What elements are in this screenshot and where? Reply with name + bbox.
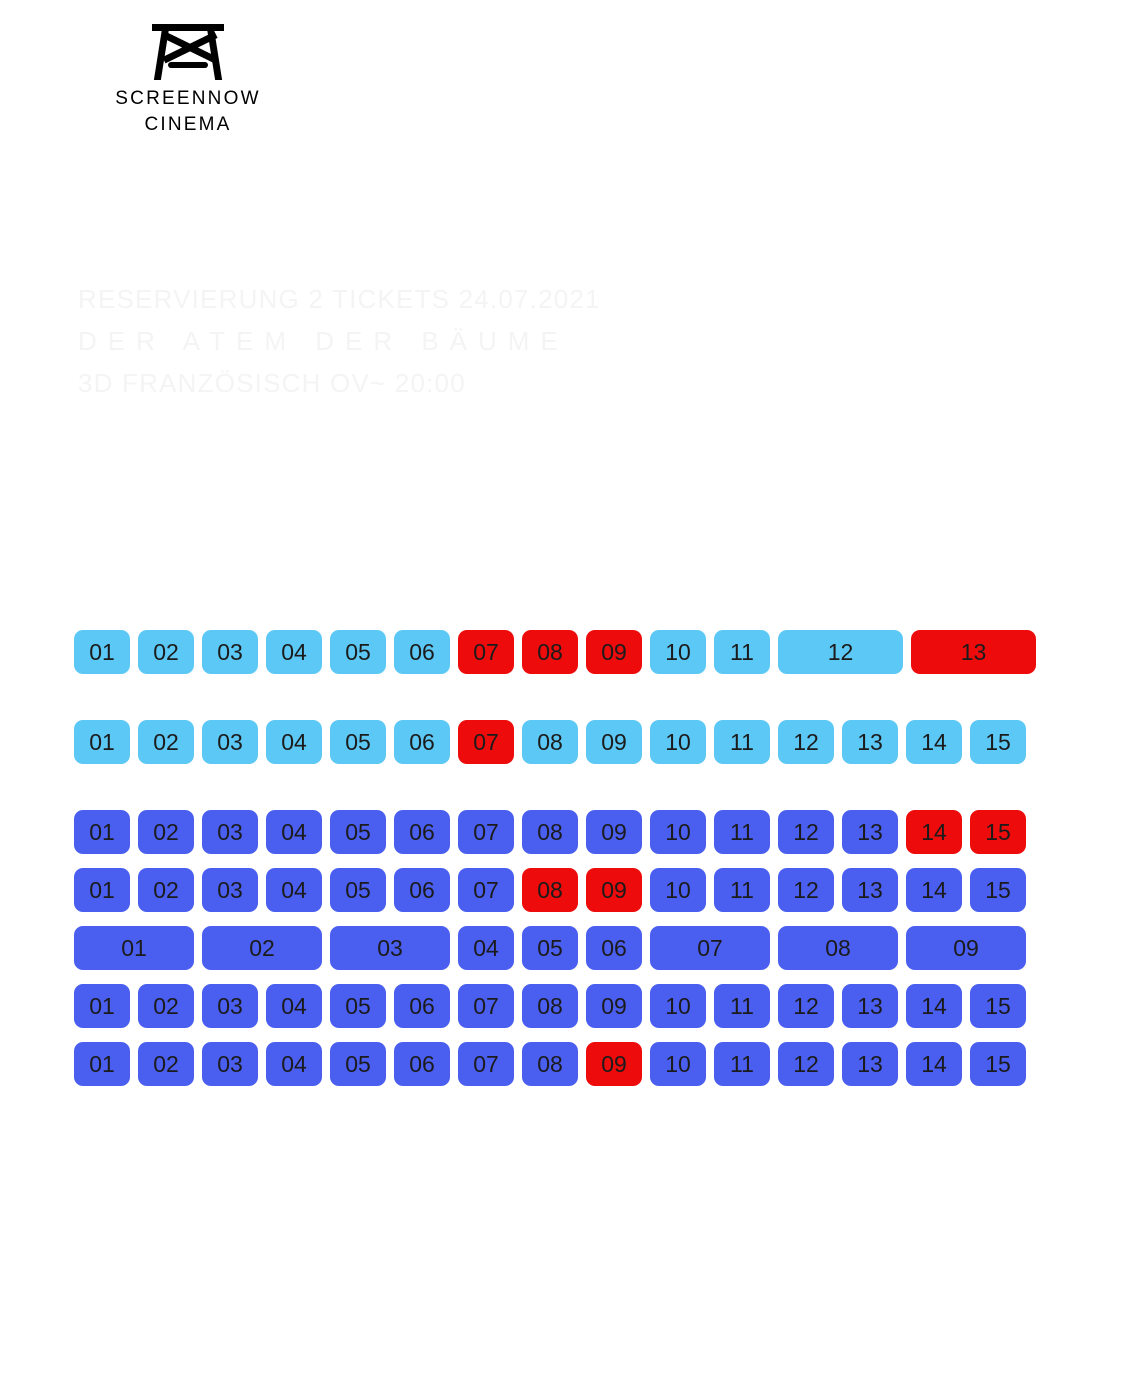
seat-available[interactable]: 08 [778, 926, 898, 970]
seat-available[interactable]: 13 [842, 868, 898, 912]
seat-available[interactable]: 01 [74, 868, 130, 912]
seat-available[interactable]: 12 [778, 984, 834, 1028]
seat-available[interactable]: 12 [778, 630, 903, 674]
seat-available[interactable]: 02 [202, 926, 322, 970]
seat-available[interactable]: 04 [266, 810, 322, 854]
seat-available[interactable]: 11 [714, 984, 770, 1028]
seat-available[interactable]: 02 [138, 1042, 194, 1086]
seat-row [74, 630, 1049, 674]
seat-available[interactable]: 12 [778, 1042, 834, 1086]
brand-name-line1: SCREENNOW [115, 88, 261, 109]
screening-info: 3D FRANZÖSISCH OV~ 20:00 [78, 368, 466, 398]
seat-available[interactable]: 06 [394, 630, 450, 674]
seat-available[interactable]: 07 [458, 868, 514, 912]
seat-available[interactable]: 01 [74, 1042, 130, 1086]
seat-available[interactable]: 09 [906, 926, 1026, 970]
seat-taken: 14 [906, 810, 962, 854]
seat-row [74, 810, 1049, 854]
seat-available[interactable]: 11 [714, 720, 770, 764]
seat-available[interactable]: 14 [906, 868, 962, 912]
seat-taken: 09 [586, 1042, 642, 1086]
seat-row [74, 984, 1049, 1028]
seat-available[interactable]: 06 [394, 868, 450, 912]
seat-available[interactable]: 11 [714, 810, 770, 854]
seat-available[interactable]: 04 [266, 1042, 322, 1086]
seat-available[interactable]: 02 [138, 810, 194, 854]
seat-available[interactable]: 06 [394, 1042, 450, 1086]
seat-available[interactable]: 15 [970, 1042, 1026, 1086]
seat-taken: 13 [911, 630, 1036, 674]
seat-available[interactable]: 04 [266, 630, 322, 674]
seat-available[interactable]: 02 [138, 720, 194, 764]
seat-available[interactable]: 14 [906, 1042, 962, 1086]
seat-available[interactable]: 11 [714, 868, 770, 912]
seat-available[interactable]: 05 [330, 984, 386, 1028]
seat-row [74, 1042, 1049, 1086]
seat-available[interactable]: 02 [138, 984, 194, 1028]
seat-available[interactable]: 03 [202, 720, 258, 764]
seat-available[interactable]: 08 [522, 720, 578, 764]
director-chair-icon [148, 18, 228, 80]
seat-available[interactable]: 04 [266, 720, 322, 764]
seat-available[interactable]: 07 [458, 984, 514, 1028]
seat-available[interactable]: 03 [202, 810, 258, 854]
seat-taken: 09 [586, 868, 642, 912]
seat-taken: 07 [458, 630, 514, 674]
seat-available[interactable]: 04 [458, 926, 514, 970]
seat-available[interactable]: 04 [266, 868, 322, 912]
seat-available[interactable]: 04 [266, 984, 322, 1028]
seat-available[interactable]: 15 [970, 720, 1026, 764]
seat-available[interactable]: 01 [74, 630, 130, 674]
seat-available[interactable]: 15 [970, 868, 1026, 912]
seat-taken: 15 [970, 810, 1026, 854]
seat-available[interactable]: 06 [394, 984, 450, 1028]
seat-available[interactable]: 10 [650, 868, 706, 912]
seat-available[interactable]: 01 [74, 720, 130, 764]
seat-available[interactable]: 03 [330, 926, 450, 970]
seat-available[interactable]: 11 [714, 1042, 770, 1086]
seat-available[interactable]: 10 [650, 1042, 706, 1086]
seat-available[interactable]: 13 [842, 810, 898, 854]
seat-available[interactable]: 07 [458, 1042, 514, 1086]
seat-available[interactable]: 05 [330, 810, 386, 854]
seat-available[interactable]: 05 [330, 868, 386, 912]
seat-available[interactable]: 02 [138, 630, 194, 674]
seat-available[interactable]: 08 [522, 810, 578, 854]
seat-available[interactable]: 03 [202, 868, 258, 912]
seat-available[interactable]: 15 [970, 984, 1026, 1028]
seat-available[interactable]: 09 [586, 810, 642, 854]
seat-available[interactable]: 07 [650, 926, 770, 970]
seat-available[interactable]: 14 [906, 984, 962, 1028]
seat-row [74, 926, 1049, 970]
brand-name-line2: CINEMA [144, 114, 232, 135]
seat-available[interactable]: 13 [842, 720, 898, 764]
reservation-title: RESERVIERUNG 2 TICKETS 24.07.2021 [78, 284, 601, 314]
seat-available[interactable]: 14 [906, 720, 962, 764]
seat-available[interactable]: 01 [74, 810, 130, 854]
seat-available[interactable]: 12 [778, 868, 834, 912]
seat-available[interactable]: 06 [394, 810, 450, 854]
seat-available[interactable]: 05 [330, 1042, 386, 1086]
seat-taken: 08 [522, 630, 578, 674]
brand-logo [108, 18, 268, 138]
seat-available[interactable]: 12 [778, 810, 834, 854]
seat-row [74, 720, 1049, 764]
seat-available[interactable]: 03 [202, 630, 258, 674]
seat-available[interactable]: 05 [522, 926, 578, 970]
seat-taken: 08 [522, 868, 578, 912]
seat-available[interactable]: 09 [586, 720, 642, 764]
seat-available[interactable]: 12 [778, 720, 834, 764]
seat-row [74, 868, 1049, 912]
seat-available[interactable]: 05 [330, 630, 386, 674]
seat-available[interactable]: 10 [650, 720, 706, 764]
seat-available[interactable]: 01 [74, 926, 194, 970]
seat-available[interactable]: 11 [714, 630, 770, 674]
seat-available[interactable]: 05 [330, 720, 386, 764]
seat-available[interactable]: 13 [842, 1042, 898, 1086]
reservation-heading [78, 278, 601, 404]
seat-available[interactable]: 10 [650, 630, 706, 674]
seat-available[interactable]: 08 [522, 1042, 578, 1086]
seat-available[interactable]: 03 [202, 984, 258, 1028]
seat-available[interactable]: 10 [650, 810, 706, 854]
seat-available[interactable]: 10 [650, 984, 706, 1028]
movie-title: DER ATEM DER BÄUME [78, 326, 569, 356]
seat-available[interactable]: 07 [458, 810, 514, 854]
seat-taken: 07 [458, 720, 514, 764]
seat-available[interactable]: 02 [138, 868, 194, 912]
seat-available[interactable]: 13 [842, 984, 898, 1028]
seat-taken: 09 [586, 630, 642, 674]
seat-available[interactable]: 06 [394, 720, 450, 764]
seat-available[interactable]: 08 [522, 984, 578, 1028]
seat-available[interactable]: 06 [586, 926, 642, 970]
seat-map [74, 630, 1049, 1100]
seat-available[interactable]: 03 [202, 1042, 258, 1086]
seat-available[interactable]: 09 [586, 984, 642, 1028]
seat-available[interactable]: 01 [74, 984, 130, 1028]
